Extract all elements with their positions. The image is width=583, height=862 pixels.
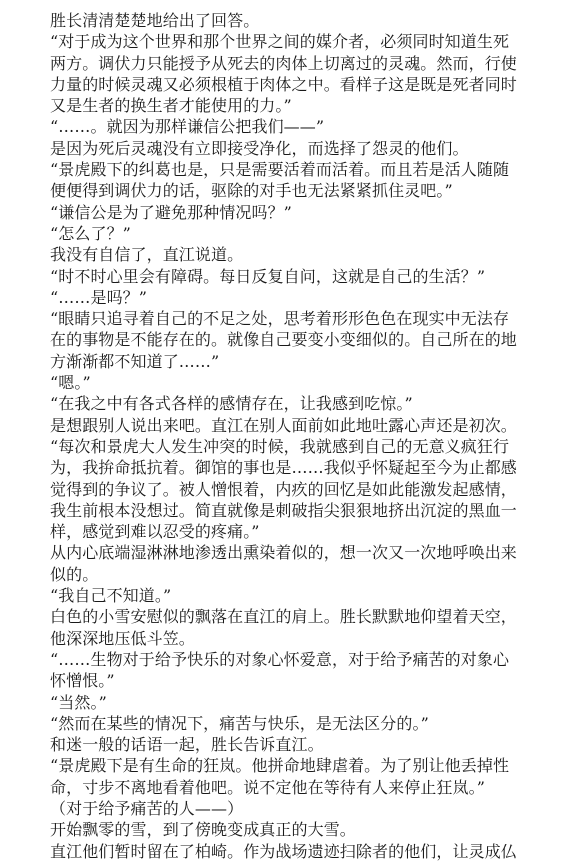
- text-line: 两方。调伏力只能授予从死去的肉体上切离过的灵魂。然而，行使: [50, 53, 517, 73]
- text-line: “谦信公是为了避免那种情况吗？”: [50, 202, 292, 222]
- text-line: “我自己不知道。”: [50, 586, 172, 606]
- text-line: 白色的小雪安慰似的飘落在直江的肩上。胜长默默地仰望着天空，: [50, 607, 517, 627]
- text-line: “……生物对于给予快乐的对象心怀爱意，对于给予痛苦的对象心: [50, 649, 510, 669]
- text-line: “时不时心里会有障碍。每日反复自问，这就是自己的生活？”: [50, 266, 486, 286]
- text-line: “景虎殿下的纠葛也是，只是需要活着而活着。而且若是活人随随: [50, 160, 510, 180]
- text-line: 方渐渐都不知道了……”: [50, 351, 220, 371]
- text-line: 力量的时候灵魂又必须根植于肉体之中。看样子这是既是死者同时: [50, 74, 517, 94]
- text-line: “对于成为这个世界和那个世界之间的媒介者，必须同时知道生死: [50, 32, 510, 52]
- text-line: 命，寸步不离地看着他吧。说不定他在等待有人来停止狂岚。”: [50, 777, 485, 797]
- text-line: 他深深地压低斗笠。: [50, 628, 195, 648]
- text-line: 为，我拚命抵抗着。御馆的事也是……我似乎怀疑起至今为止都感: [50, 458, 517, 478]
- text-line: 在的事物是不能存在的。就像自己要变小变细似的。自己所在的地: [50, 330, 517, 350]
- text-line: “当然。”: [50, 692, 107, 712]
- text-line: （对于给予痛苦的人——）: [50, 798, 244, 818]
- text-line: 觉得到的争议了。被人憎恨着，内疚的回忆是如此能激发起感情，: [50, 479, 517, 499]
- text-line: 怀憎恨。”: [50, 671, 115, 691]
- text-line: “在我之中有各式各样的感情存在，让我感到吃惊。”: [50, 394, 413, 414]
- text-line: “眼睛只追寻着自己的不足之处，思考着形形色色在现实中无法存: [50, 309, 510, 329]
- text-line: 胜长清清楚楚地给出了回答。: [50, 11, 260, 30]
- text-line: 似的。: [50, 564, 99, 584]
- text-line: 从内心底端湿淋淋地渗透出熏染着似的，想一次又一次地呼唤出来: [50, 543, 517, 563]
- text-line: 直江他们暂时留在了柏崎。作为战场遗迹扫除者的他们，让灵成仏: [50, 841, 517, 861]
- text-line: 是想跟别人说出来吧。直江在别人面前如此地吐露心声还是初次。: [50, 415, 517, 435]
- text-line: 是因为死后灵魂没有立即接受净化，而选择了怨灵的他们。: [50, 138, 469, 158]
- text-line: 我没有自信了，直江说道。: [50, 245, 244, 265]
- text-line: 又是生者的换生者才能使用的力。”: [50, 96, 292, 116]
- text-line: “嗯。”: [50, 373, 91, 393]
- text-line: “然而在某些的情况下，痛苦与快乐，是无法区分的。”: [50, 713, 429, 733]
- text-line: 开始飘零的雪，到了傍晚变成真正的大雪。: [50, 820, 356, 840]
- document-body: [50, 10, 559, 862]
- text-line: “……是吗？”: [50, 287, 148, 307]
- text-line: “怎么了？”: [50, 223, 131, 243]
- text-line: “……。就因为那样谦信公把我们——”: [50, 117, 325, 137]
- text-line: “每次和景虎大人发生冲突的时候，我就感到自己的无意义疯狂行: [50, 436, 510, 456]
- text-line: 我生前根本没想过。简直就像是刺破指尖狠狠地挤出沉淀的黑血一: [50, 500, 517, 520]
- text-line: 便便得到调伏力的话，驱除的对手也无法紧紧抓住灵吧。”: [50, 181, 453, 201]
- text-line: 样，感觉到难以忍受的疼痛。”: [50, 522, 260, 542]
- text-line: 和迷一般的话语一起，胜长告诉直江。: [50, 735, 324, 755]
- text-line: “景虎殿下是有生命的狂岚。他拼命地肆虐着。为了别让他丢掉性: [50, 756, 510, 776]
